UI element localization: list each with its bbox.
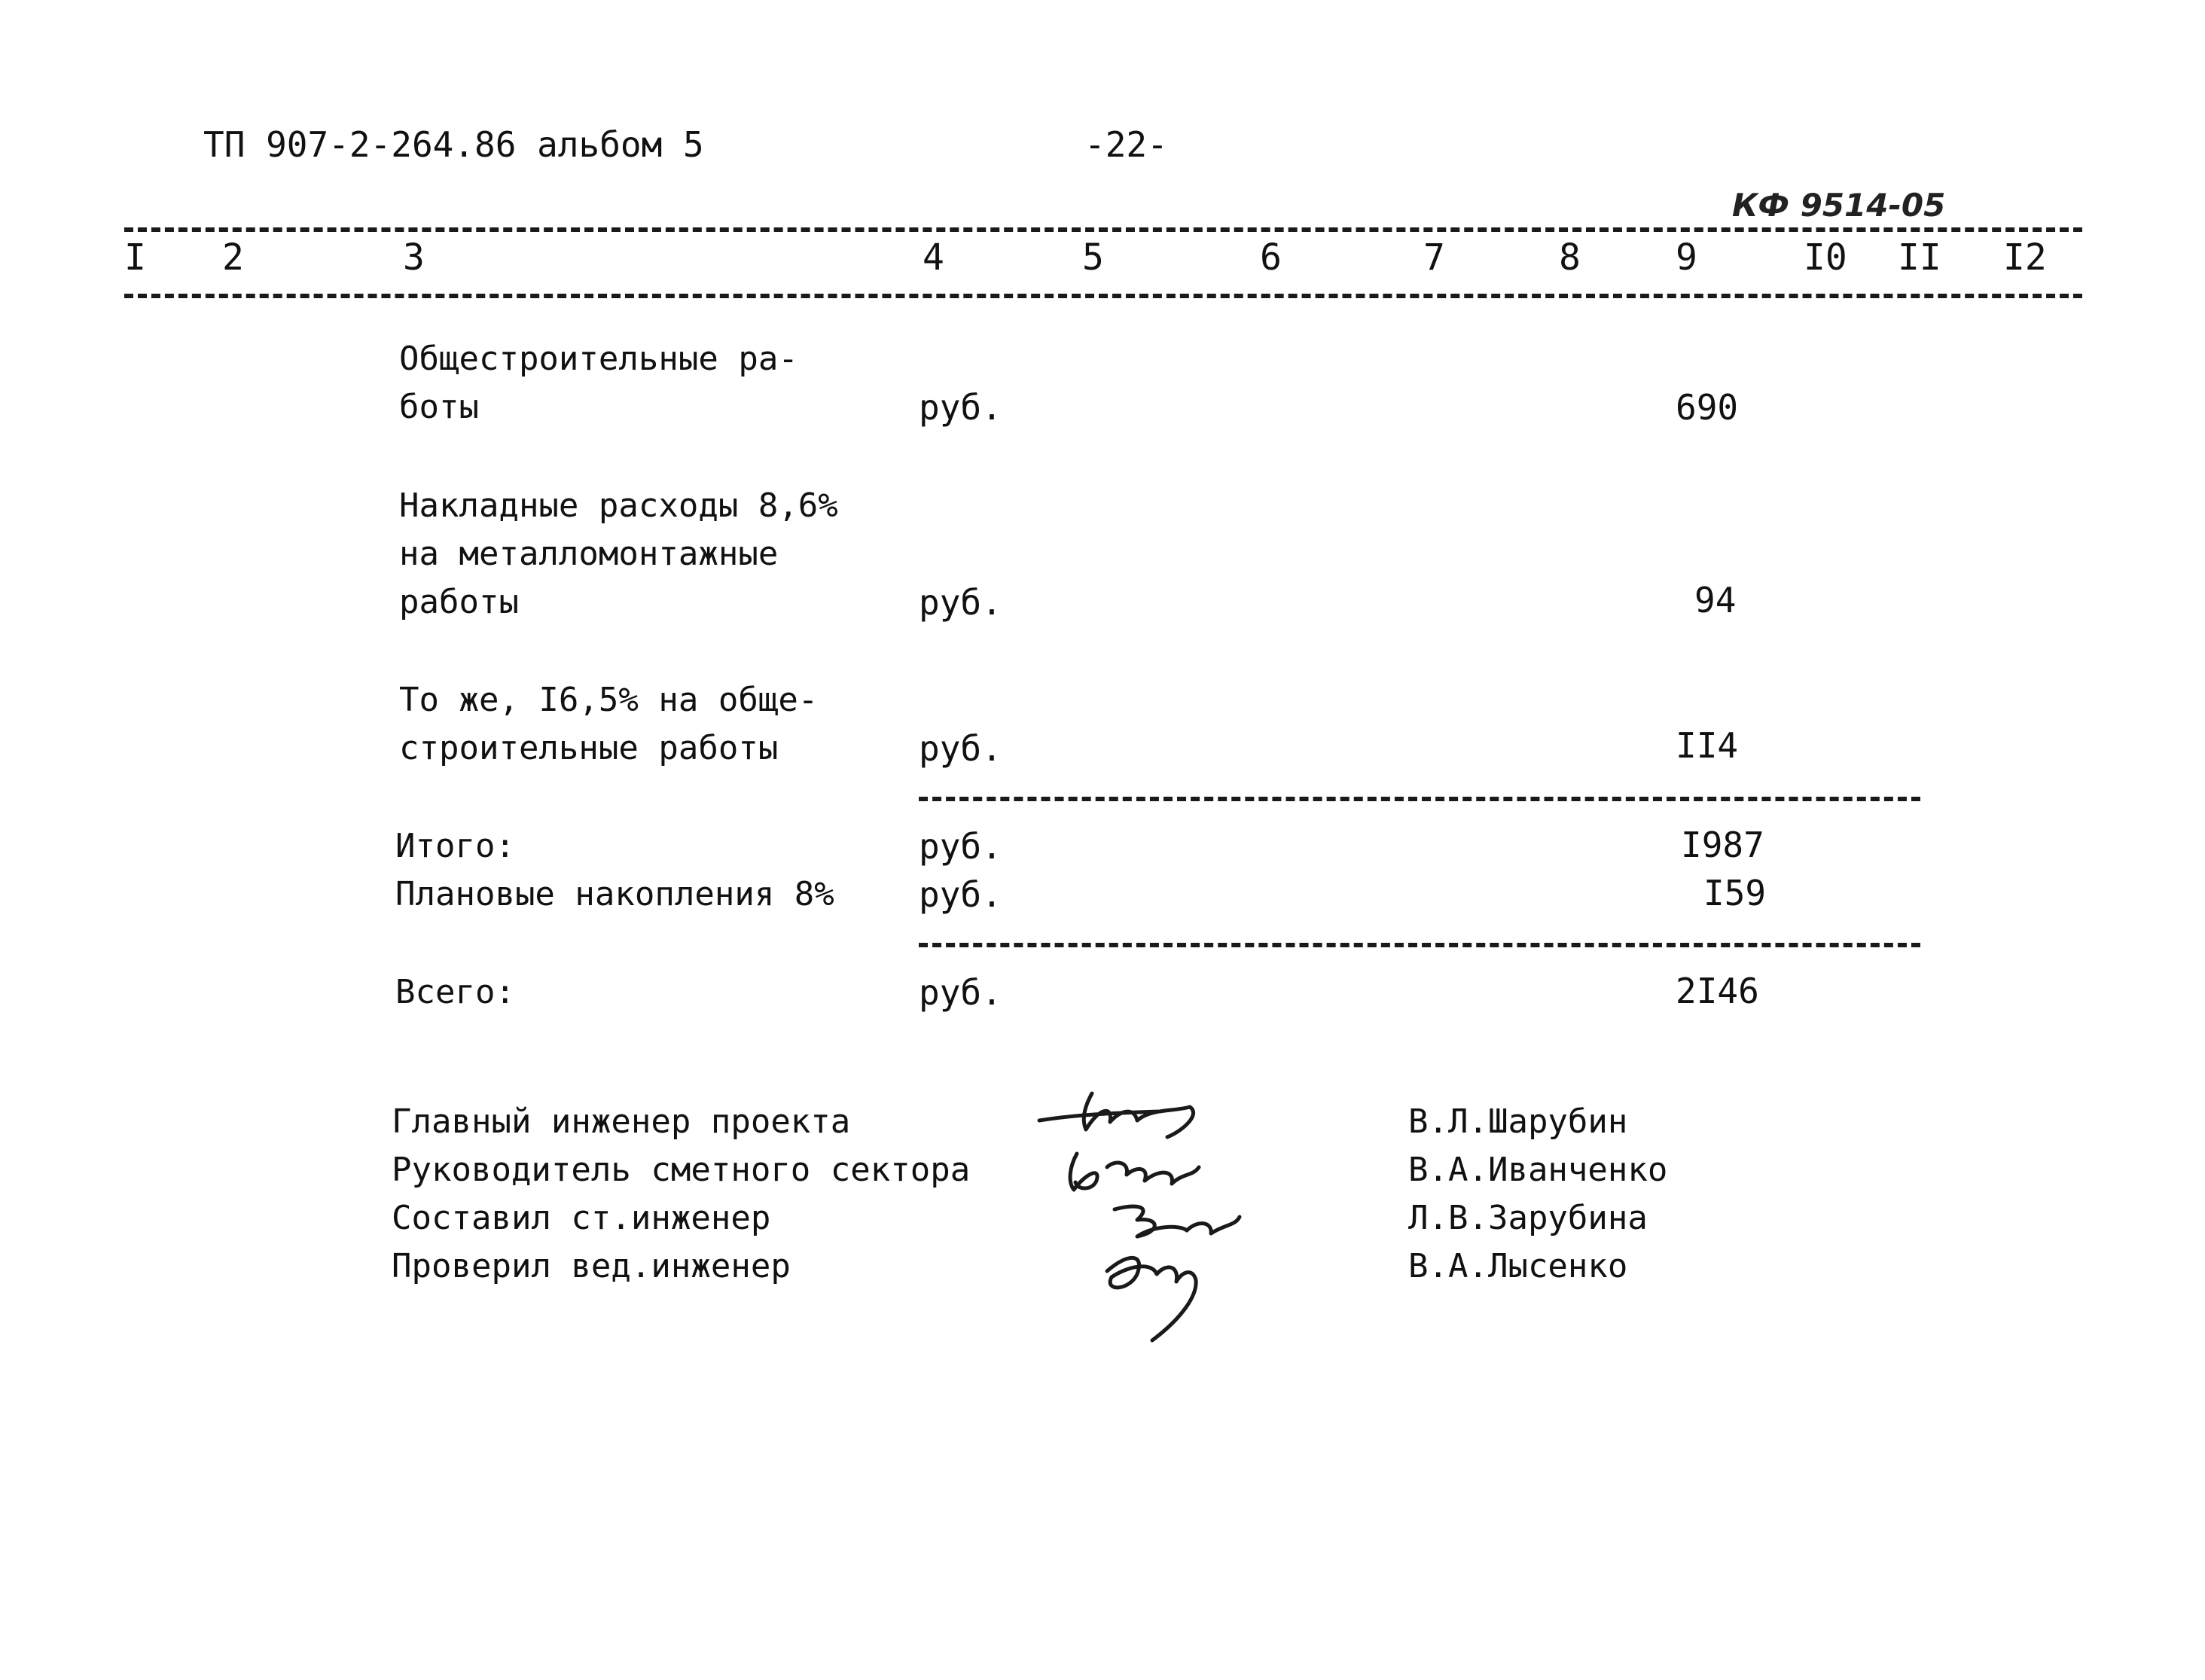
header-top-rule (124, 227, 2082, 232)
subtotal-label: Плановые накопления 8% (395, 875, 834, 913)
signatory-role: Составил ст.инженер (392, 1199, 771, 1237)
total-rule (919, 943, 1920, 947)
archive-stamp: КФ 9514-05 (1732, 187, 1946, 224)
column-header: 6 (1260, 236, 1282, 279)
row-unit: руб. (919, 387, 1002, 428)
row-description: Накладные расходы 8,6% (399, 486, 838, 525)
subtotal-label: Итого: (395, 827, 515, 865)
row-value: II4 (1676, 725, 1739, 766)
column-header: 3 (403, 236, 425, 279)
row-value: 94 (1694, 580, 1737, 620)
column-header: 5 (1082, 236, 1104, 279)
column-header: I2 (2003, 236, 2047, 279)
signatory-role: Проверил вед.инженер (392, 1247, 791, 1285)
page-number: -22- (1084, 124, 1168, 165)
handwritten-signatures (1032, 1077, 1318, 1348)
header-bottom-rule (124, 294, 2082, 298)
column-header: II (1898, 236, 1941, 279)
signatory-role: Руководитель сметного сектора (392, 1151, 971, 1189)
signatory-name: В.А.Иванченко (1408, 1151, 1668, 1189)
row-value: 690 (1676, 387, 1739, 428)
total-unit: руб. (919, 972, 1002, 1013)
signature-3 (1115, 1206, 1240, 1236)
column-header: I (124, 236, 146, 279)
column-header: 8 (1559, 236, 1581, 279)
subtotal-value: I987 (1681, 825, 1764, 865)
column-header: I0 (1804, 236, 1847, 279)
document-reference: ТП 907-2-264.86 альбом 5 (203, 124, 704, 165)
row-description: боты (399, 388, 479, 426)
column-header: 2 (222, 236, 244, 279)
subtotal-value: I59 (1703, 873, 1767, 913)
row-description: строительные работы (399, 729, 779, 767)
signatory-name: Л.В.Зарубина (1408, 1199, 1648, 1237)
row-description: Общестроительные ра- (399, 340, 798, 378)
signatory-name: В.А.Лысенко (1408, 1247, 1628, 1285)
total-value: 2I46 (1676, 971, 1759, 1011)
row-description: То же, I6,5% на обще- (399, 681, 819, 719)
column-header: 9 (1676, 236, 1697, 279)
signature-2 (1070, 1154, 1199, 1190)
total-label: Всего: (395, 973, 515, 1011)
row-unit: руб. (919, 582, 1002, 623)
row-unit: руб. (919, 728, 1002, 769)
subtotal-unit: руб. (919, 826, 1002, 867)
column-header: 4 (923, 236, 944, 279)
signatory-name: В.Л.Шарубин (1408, 1102, 1628, 1141)
subtotal-unit: руб. (919, 874, 1002, 915)
row-description: работы (399, 583, 519, 621)
column-header: 7 (1423, 236, 1445, 279)
row-description: на металломонтажные (399, 535, 779, 573)
signature-1 (1039, 1093, 1194, 1137)
subtotal-rule (919, 797, 1920, 801)
signatory-role: Главный инженер проекта (392, 1102, 851, 1141)
signature-4 (1107, 1258, 1196, 1340)
